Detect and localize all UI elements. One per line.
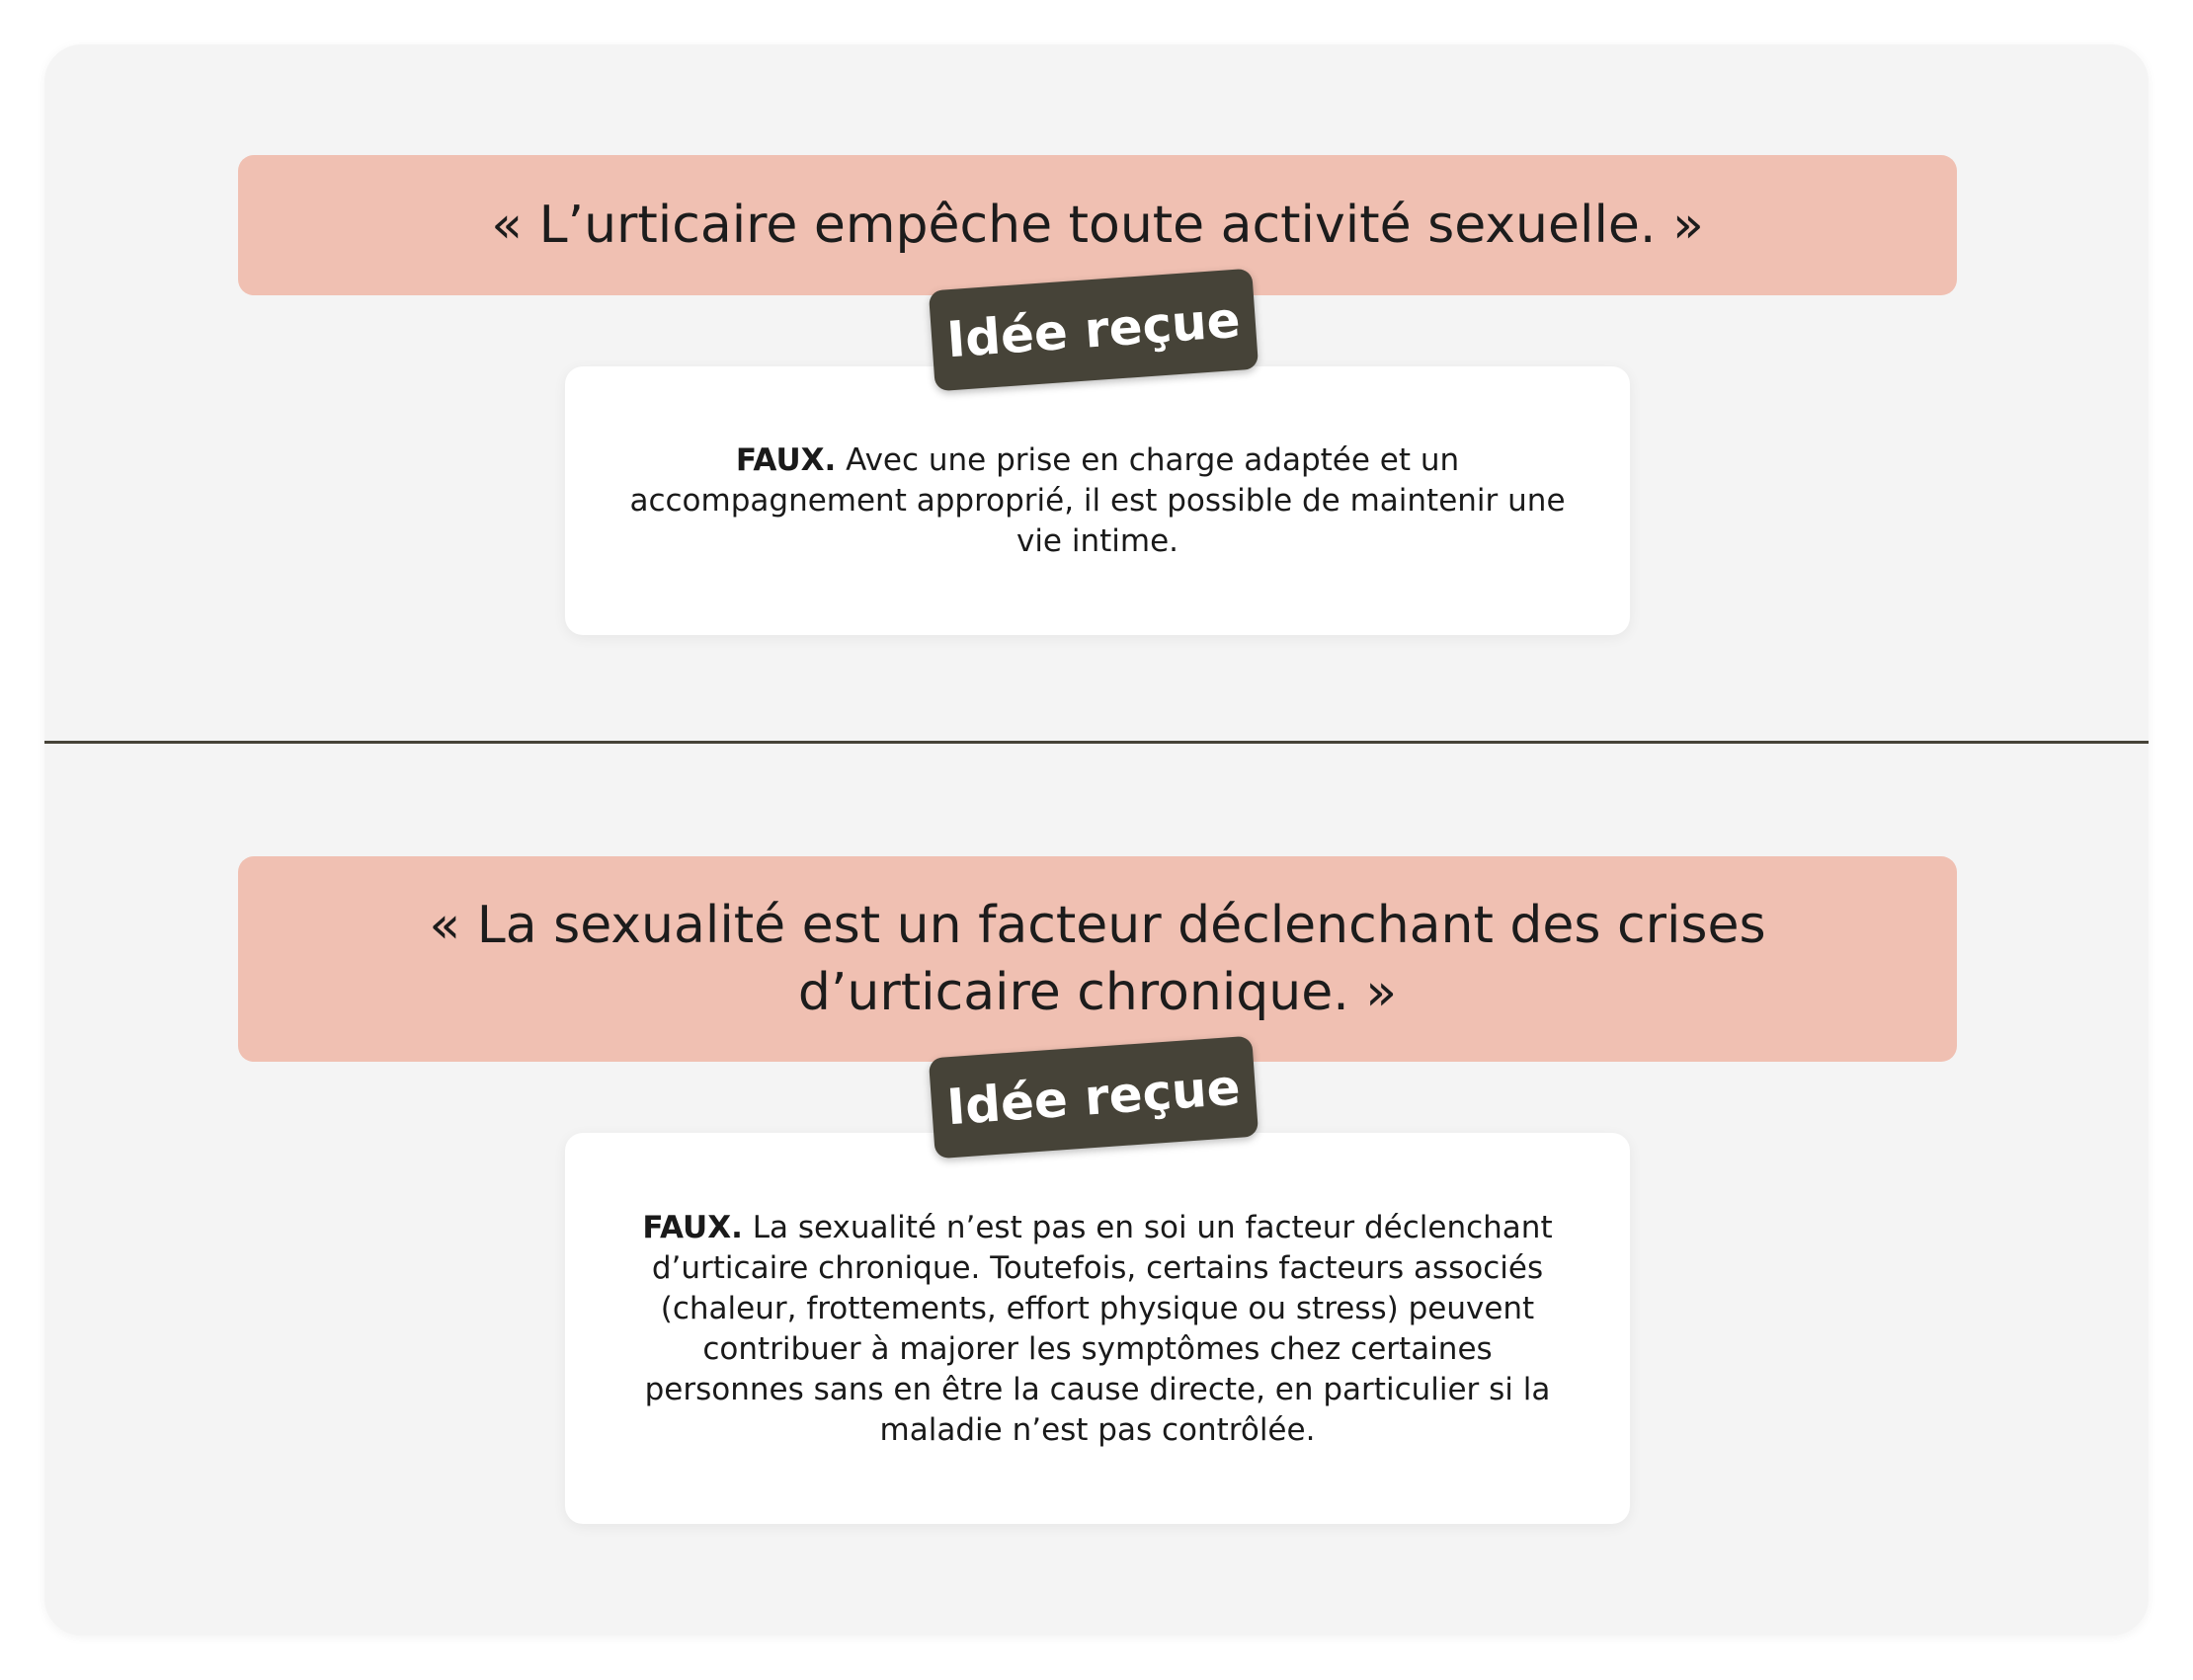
content-panel [44, 44, 2149, 1636]
answer-text-1 [624, 440, 1571, 562]
verdict-label-1: FAUX. [735, 442, 837, 478]
answer-card-2 [565, 1133, 1630, 1524]
myth-statement-2: « La sexualité est un facteur déclenchant des crises d’urticaire chronique. » [429, 896, 1766, 1022]
explanation-1: Avec une prise en charge adaptée et un accompagnement approprié, il est possible de maintenir une vie intime. [629, 442, 1566, 559]
explanation-2: La sexualité n’est pas en soi un facteur déclenchant d’urticaire chronique. Toutefois, certains facteurs associés (chaleur, frottements, effort physique ou stress) peuvent contribuer à majorer les symptômes chez certaines personnes sans en être la cause directe, en particulier si la maladie n’est pas contrôlée. [644, 1210, 1553, 1448]
section-divider [44, 741, 2149, 744]
myth-statement-banner-2 [238, 856, 1957, 1062]
idee-recue-tag-label-2: Idée reçue [944, 1058, 1243, 1137]
myth-statement-1: « L’urticaire empêche toute activité sexuelle. » [491, 196, 1704, 255]
myth-statement-banner-1 [238, 155, 1957, 295]
answer-text-2 [624, 1208, 1571, 1451]
answer-card-1 [565, 366, 1630, 635]
verdict-label-2: FAUX. [642, 1210, 743, 1245]
idee-recue-tag-label-1: Idée reçue [944, 290, 1243, 369]
